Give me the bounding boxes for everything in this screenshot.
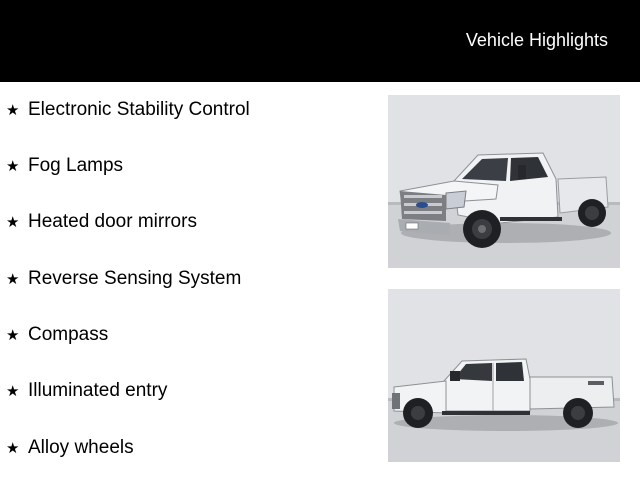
feature-label: Heated door mirrors [28,211,197,232]
star-icon: ★ [6,382,20,400]
feature-item [6,433,134,463]
page-header [0,0,640,82]
star-icon: ★ [6,270,20,288]
feature-item [6,151,123,181]
feature-item [6,320,108,350]
star-icon: ★ [6,439,20,457]
feature-item [6,207,197,237]
feature-label: Illuminated entry [28,380,168,401]
truck-side-profile-photo [388,289,620,462]
feature-item [6,264,241,294]
feature-label: Reverse Sensing System [28,268,242,289]
feature-item [6,95,250,125]
page-title: Vehicle Highlights [465,30,608,50]
star-icon: ★ [6,326,20,344]
truck-front-three-quarter-photo [388,95,620,268]
star-icon: ★ [6,157,20,175]
star-icon: ★ [6,213,20,231]
feature-item [6,376,167,406]
feature-label: Alloy wheels [28,437,134,458]
feature-label: Compass [28,324,109,345]
feature-label: Fog Lamps [28,155,124,176]
star-icon: ★ [6,101,20,119]
feature-label: Electronic Stability Control [28,99,250,120]
